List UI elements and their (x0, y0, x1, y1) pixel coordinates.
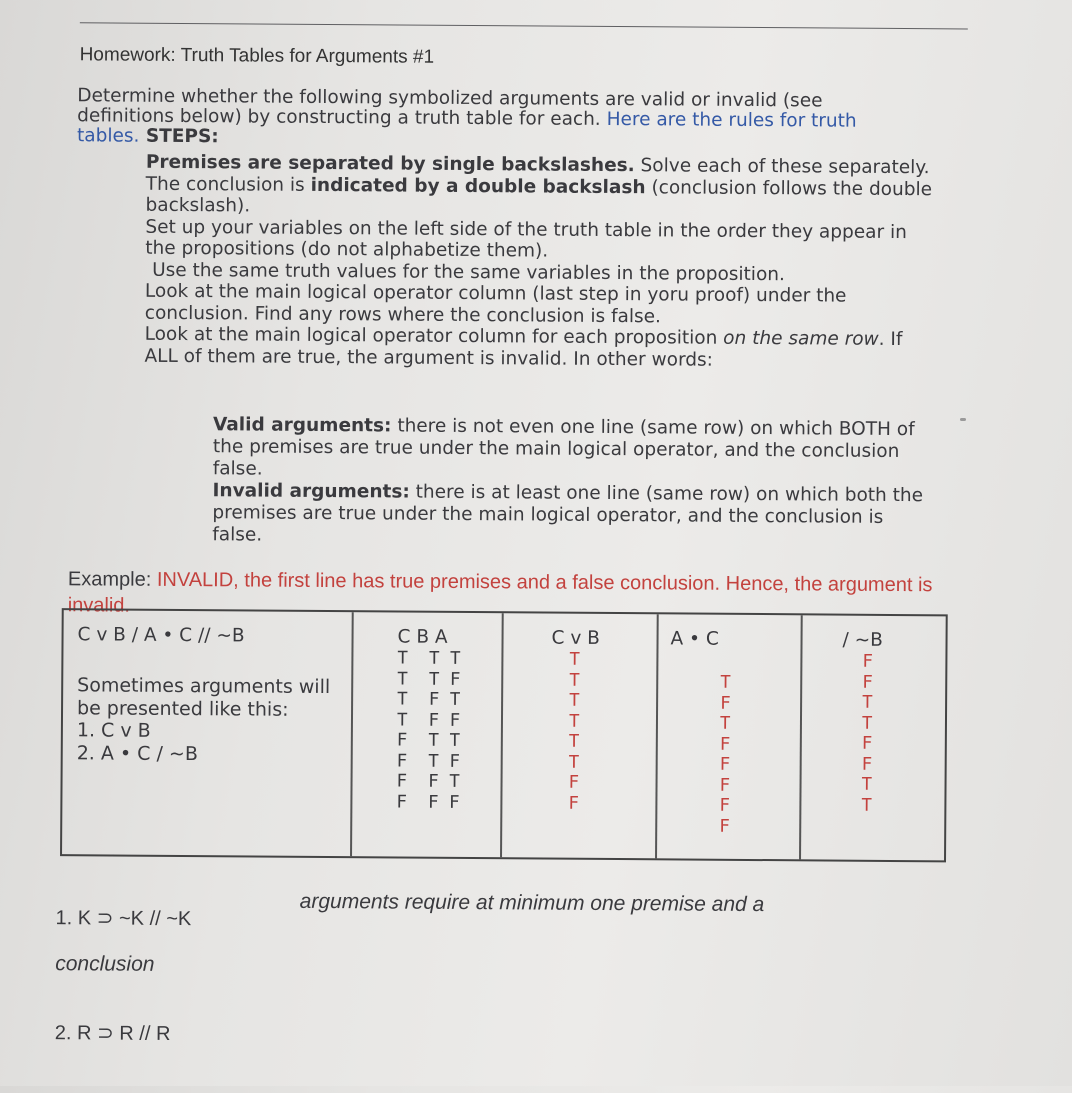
intro-text: Determine whether the following symbolized arguments are valid or invalid (see definitions below) by constructing a truth table for each. (77, 85, 823, 130)
variables-column (350, 612, 504, 857)
example-heading: Example: INVALID, the first line has true premises and a false conclusion. Hence, the argument is invalid. (67, 568, 933, 617)
argument-column (62, 610, 354, 856)
c-or-b-header: C v B (551, 627, 600, 649)
example-verdict: INVALID, (156, 568, 239, 592)
c-or-b-column (500, 613, 659, 858)
steps-label: STEPS: (139, 125, 219, 148)
conclusion-column (799, 615, 946, 860)
argument-note: Sometimes arguments will be presented like this: 1. C v B 2. A • C / ~B (76, 674, 331, 765)
top-rule (80, 22, 968, 29)
worksheet-page (32, 0, 1040, 1093)
step-2: The conclusion is indicated by a double backslash (conclusion follows the double backslash). (145, 173, 933, 217)
question-1: 1. K ⊃ ~K // ~K (55, 907, 192, 931)
step-4: Use the same truth values for the same variables in the proposition. (152, 259, 785, 285)
premise-note-continued: conclusion (55, 952, 155, 976)
definitions (212, 414, 933, 551)
step-3: Set up your variables on the left side of the truth table in the order they appear in the propositions (do not alphabetize them). (145, 216, 907, 262)
question-2: 2. R ⊃ R // R (54, 1022, 171, 1045)
c-or-b-values: T T T T T T F F (568, 649, 581, 814)
step-5: Look at the main logical operator column (last step in yoru proof) under the conclusion. Find any rows where the conclusion is false. (144, 280, 847, 327)
argument-header: C v B / A • C // ~B (77, 624, 245, 647)
steps-list (144, 152, 935, 373)
rules-link[interactable]: Here are the rules for truth tables. (76, 108, 857, 147)
a-and-c-header: A • C (670, 628, 719, 650)
conclusion-header: / ~B (842, 629, 883, 651)
intro-paragraph (77, 86, 917, 152)
a-and-c-column (655, 614, 803, 859)
step-1: Premises are separated by single backslashes. Solve each of these separately. (145, 151, 930, 179)
step-6: Look at the main logical operator column for each proposition on the same row. If ALL of them are true, the argument is invalid. In other words: (144, 323, 903, 371)
example-text: the first line has true premises and a false conclusion. Hence, the argument is invalid. (67, 569, 933, 617)
valid-definition: Valid arguments: there is not even one line (same row) on which BOTH of the premises are true under the main logical operator, and the conclusion false. (212, 414, 915, 480)
page-title: Homework: Truth Tables for Arguments #1 (79, 44, 435, 68)
a-and-c-values: T F T F F F F F (719, 672, 731, 837)
paper-mark (960, 418, 966, 421)
conclusion-values: F F T T F F T T (861, 651, 874, 816)
premise-note: arguments require at minimum one premise and a (299, 889, 765, 917)
truth-table (60, 608, 948, 862)
variables-header: C B A (397, 626, 448, 648)
invalid-definition: Invalid arguments: there is at least one line (same row) on which both the premises are true under the main logical operator, and the conclusion is false. (212, 480, 924, 546)
variables-values: T T T T T F T F T T F F F T T F T F F F T F F F (396, 648, 461, 813)
